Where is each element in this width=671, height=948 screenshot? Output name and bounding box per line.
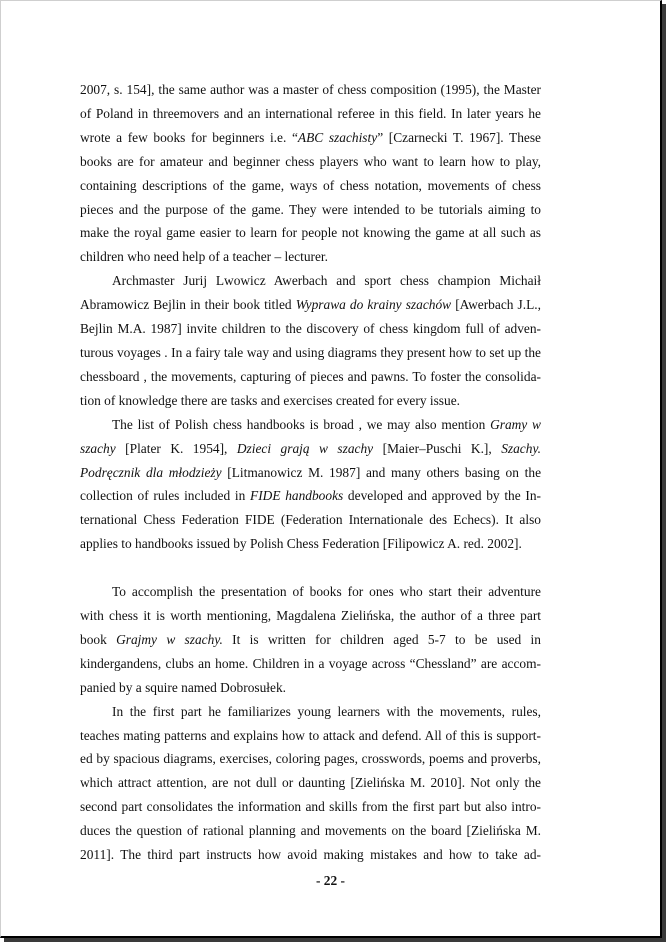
text-run: tion of knowledge there are tasks and exercises created for every issue.	[80, 392, 460, 408]
text-run: It is written for children aged 5-7 to be used in	[222, 631, 541, 647]
text-run: of Poland in threemovers and an international referee in this field. In later years he	[80, 105, 541, 121]
text-line	[80, 365, 541, 389]
text-line	[80, 843, 541, 867]
body-text	[80, 78, 541, 867]
text-line	[80, 221, 541, 245]
text-line	[80, 819, 541, 843]
text-run: second part consolidates the information and skills from the first part but also intro-	[80, 799, 541, 815]
text-run: ed by spacious diagrams, exercises, coloring pages, crosswords, poems and proverbs,	[80, 751, 541, 767]
text-run: [Litmanowicz M. 1987] and many others basing on the	[221, 464, 542, 480]
text-run: duces the question of rational planning and movements on the board [Zielińska M.	[80, 823, 541, 839]
italic-title: Wyprawa do krainy szachów	[295, 297, 452, 313]
text-line	[80, 676, 541, 700]
text-line	[80, 413, 541, 437]
text-run: chessboard , the movements, capturing of pieces and pawns. To foster the consolida-	[80, 368, 541, 384]
text-line	[80, 795, 541, 819]
paragraph-spacer	[80, 556, 541, 580]
italic-title: FIDE handbooks	[250, 488, 344, 504]
text-run: Archmaster Jurij Lwowicz Awerbach and sport chess champion Michaił	[112, 273, 541, 289]
text-run: 2007, s. 154], the same author was a master of chess composition (1995), the Master	[80, 82, 541, 97]
text-run: 2011]. The third part instructs how avoid making mistakes and how to take ad-	[80, 847, 541, 863]
text-line	[80, 652, 541, 676]
text-line	[80, 484, 541, 508]
text-run: kindergandens, clubs an home. Children in a voyage across “Chessland” are accom-	[80, 655, 541, 671]
text-line	[80, 724, 541, 748]
text-run: In the first part he familiarizes young learners with the movements, rules,	[112, 703, 541, 719]
text-line	[80, 628, 541, 652]
text-run: applies to handbooks issued by Polish Chess Federation [Filipowicz A. red. 2002].	[80, 536, 522, 552]
italic-title: Dzieci grają w szachy	[236, 440, 374, 456]
text-line	[80, 604, 541, 628]
text-line	[80, 293, 541, 317]
text-run: developed and approved by the In-	[343, 488, 541, 504]
italic-title: Szachy.	[501, 440, 541, 456]
text-run: [Plater K. 1954],	[115, 440, 237, 456]
text-run: with chess it is worth mentioning, Magdalena Zielińska, the author of a three part	[80, 608, 541, 624]
text-line	[80, 700, 541, 724]
text-run: ternational Chess Federation FIDE (Federation Internationale des Echecs). It also	[80, 512, 541, 528]
text-line	[80, 508, 541, 532]
text-run: Bejlin M.A. 1987] invite children to the discovery of chess kingdom full of adven-	[80, 321, 541, 337]
text-line	[80, 245, 541, 269]
text-run: book	[80, 631, 117, 647]
page-number: - 22 -	[315, 873, 345, 888]
text-run: pieces and the purpose of the game. They were intended to be tutorials aiming to	[80, 201, 541, 217]
italic-title: ABC szachisty	[297, 129, 378, 145]
text-run: The list of Polish chess handbooks is broad , we may also mention	[112, 416, 491, 432]
text-run: children who need help of a teacher – lecturer.	[80, 249, 328, 265]
text-run: books are for amateur and beginner chess players who want to learn how to play,	[80, 153, 541, 169]
text-run: panied by a squire named Dobrosułek.	[80, 679, 287, 695]
text-run: containing descriptions of the game, ways of chess notation, movements of chess	[80, 177, 541, 193]
text-line	[80, 317, 541, 341]
text-line	[80, 126, 541, 150]
italic-title: Grajmy w szachy.	[116, 631, 223, 647]
text-line	[80, 771, 541, 795]
text-run: ” [Czarnecki T. 1967]. These	[377, 129, 542, 145]
text-line	[80, 198, 541, 222]
text-line	[80, 150, 541, 174]
text-run: Abramowicz Bejlin in their book titled	[80, 297, 296, 313]
italic-title: Podręcznik dla młodzieży	[80, 464, 222, 480]
text-line	[80, 269, 541, 293]
text-line	[80, 78, 541, 102]
text-run: collection of rules included in	[80, 488, 251, 504]
text-line	[80, 580, 541, 604]
text-line	[80, 102, 541, 126]
italic-title: szachy	[80, 440, 116, 456]
text-run: wrote a few books for beginners i.e. “	[80, 129, 298, 145]
text-run: teaches mating patterns and explains how to attack and defend. All of this is support-	[80, 727, 541, 743]
italic-title: Gramy w	[490, 416, 541, 432]
text-run: turous voyages . In a fairy tale way and using diagrams they present how to set up the	[80, 344, 541, 360]
text-run: [Awerbach J.L.,	[451, 297, 541, 313]
text-run: [Maier–Puschi K.],	[373, 440, 502, 456]
text-line	[80, 389, 541, 413]
text-line	[80, 174, 541, 198]
text-line	[80, 437, 541, 461]
text-line	[80, 747, 541, 771]
text-line	[80, 341, 541, 365]
text-line	[80, 461, 541, 485]
text-run: which attract attention, are not dull or daunting [Zielińska M. 2010]. Not only the	[80, 775, 541, 791]
text-line	[80, 532, 541, 556]
text-run: make the royal game easier to learn for people not knowing the game at all such as	[80, 225, 541, 241]
text-run: To accomplish the presentation of books for ones who start their adventure	[112, 584, 541, 600]
